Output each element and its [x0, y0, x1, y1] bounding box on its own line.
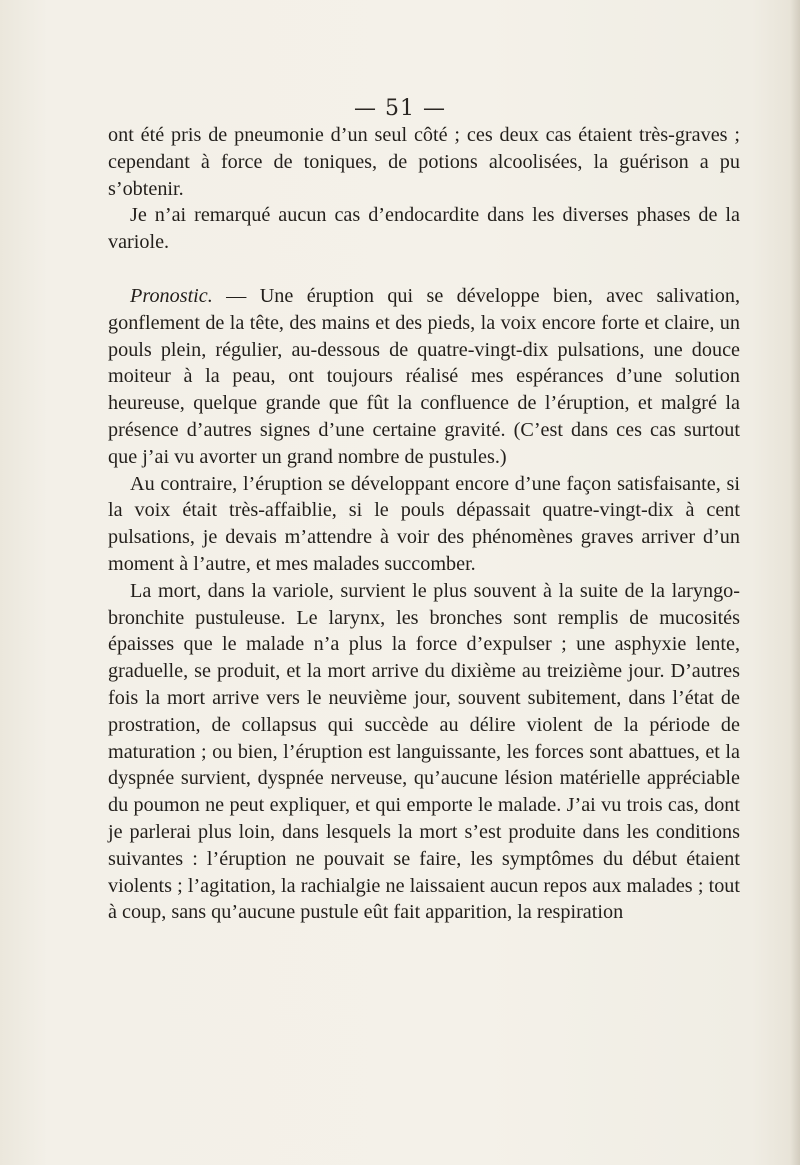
- paragraph-pronostic: [108, 283, 740, 471]
- paragraph-endocardite: Je n’ai remarqué aucun cas d’endocardite dans les diverses phases de la variole.: [108, 204, 740, 254]
- paragraph-pronostic-text: — Une éruption qui se développe bien, avec salivation, gonflement de la tête, des mains et des pieds, la voix encore forte et claire, un pouls plein, régulier, au-dessous de quatre-vingt-dix pulsations, une douce moiteur à la peau, ont toujours réalisé mes espérances d’une solution heureuse, quelque grande que fût la confluence de l’éruption, et malgré la présence d’autres signes d’une certaine gravité. (C’est dans ces cas surtout que j’ai vu avorter un grand nombre de pustules.): [108, 284, 740, 468]
- section-heading-pronostic: Pronostic.: [130, 284, 213, 307]
- paragraph-contraire: Au contraire, l’éruption se développant encore d’une façon satisfaisante, si la voix était très-affaiblie, si le pouls dépassait quatre-vingt-dix à cent pulsations, je devais m’attendre à voir des phénomènes graves arriver d’un moment à l’autre, et mes malades succomber.: [108, 472, 740, 575]
- body-text: [108, 122, 740, 926]
- paragraph-continuation: ont été pris de pneumonie d’un seul côté ; ces deux cas étaient très-graves ; cependant à force de toniques, de potions alcoolisées, la guérison a pu s’obtenir.: [108, 124, 740, 200]
- paragraph-mort: La mort, dans la variole, survient le plus souvent à la suite de la laryngo-bronchite pustuleuse. Le larynx, les bronches sont remplis de mucosités épaisses que le malade n’a plus la force d’expulser ; une asphyxie lente, graduelle, se produit, et la mort arrive du dixième au treizième jour. D’autres fois la mort arrive vers le neuvième jour, souvent subitement, dans l’état de prostration, de collapsus qui succède au délire violent de la période de maturation ; ou bien, l’éruption est languissante, les forces sont abattues, et la dyspnée survient, dyspnée nerveuse, qu’aucune lésion matérielle appréciable du poumon ne peut expliquer, et qui emporte le malade. J’ai vu trois cas, dont je parlerai plus loin, dans lesquels la mort s’est produite dans les conditions suivantes : l’éruption ne pouvait se faire, les symptômes du début étaient violents ; l’agitation, la rachialgie ne laissaient aucun repos aux malades ; tout à coup, sans qu’aucune pustule eût fait apparition, la respiration: [108, 579, 740, 924]
- page-number: — 51 —: [354, 96, 446, 121]
- page-edge-shadow: [790, 0, 800, 1165]
